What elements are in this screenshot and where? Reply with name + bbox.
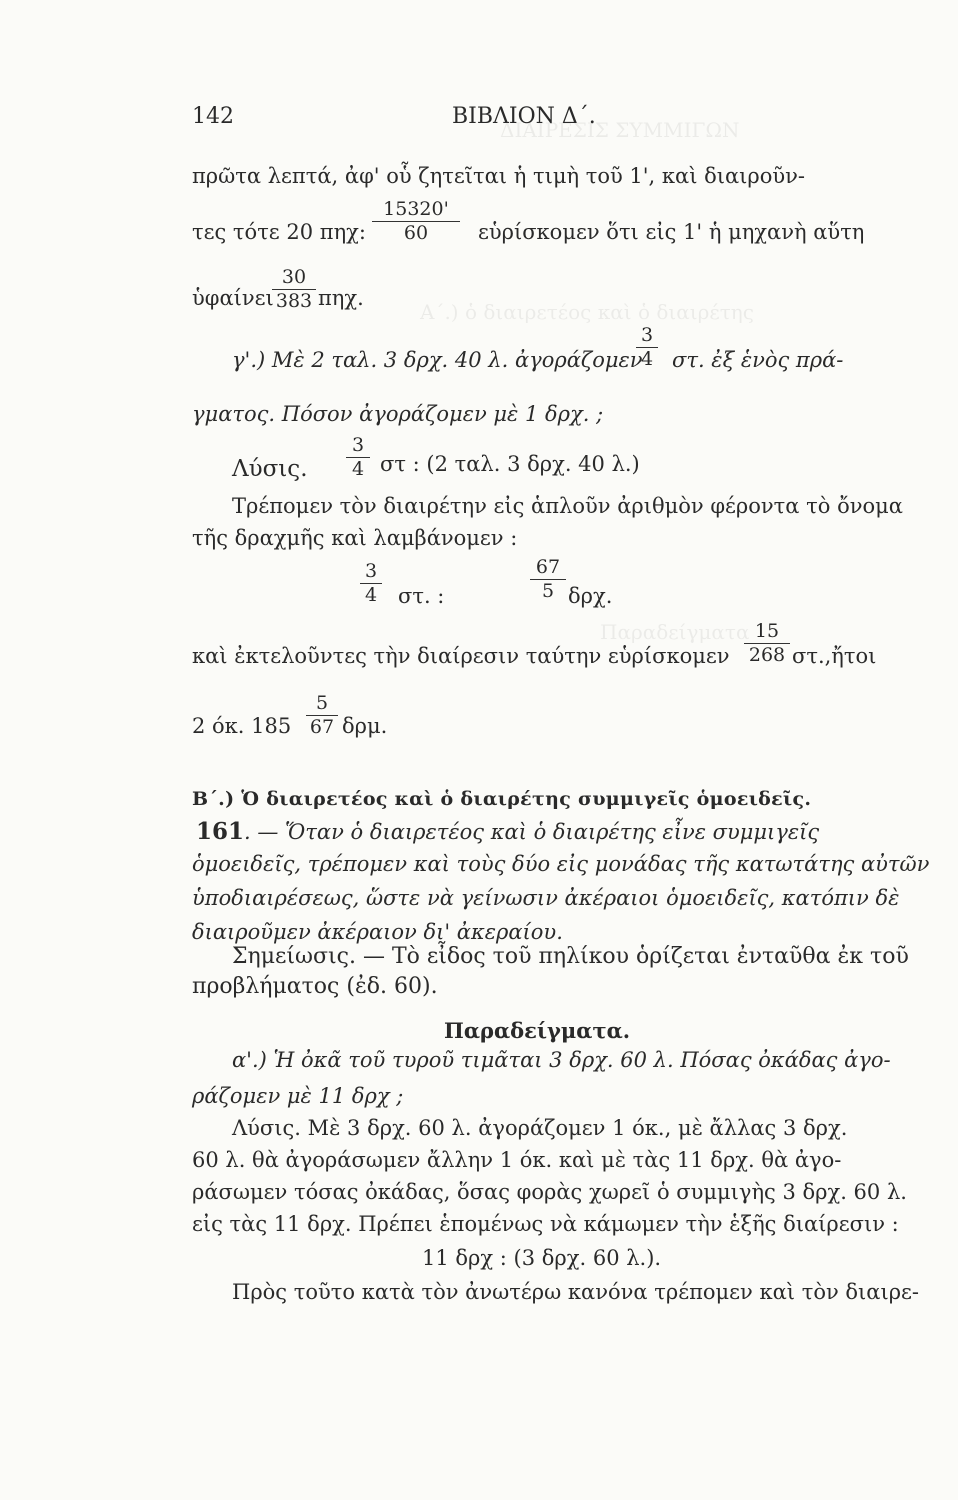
text-line: στ. ἐξ ἑνὸς πρά- [672, 348, 844, 372]
running-title: ΒΙΒΛΙΟΝ Δ΄. [452, 104, 596, 129]
fraction-denominator: 4 [640, 348, 654, 370]
text-line: στ. : [398, 584, 445, 608]
text-line: τῆς δραχμῆς καὶ λαμβάνομεν : [192, 526, 518, 550]
fraction [346, 436, 370, 479]
text-line: δρμ. [342, 714, 388, 738]
text-line: γ'.) Μὲ 2 ταλ. 3 δρχ. 40 λ. ἀγοράζομεν [232, 348, 643, 372]
fraction [636, 326, 658, 369]
example-line: Λύσις. Μὲ 3 δρχ. 60 λ. ἀγοράζομεν 1 όκ., μὲ ἄλλας 3 δρχ. [232, 1116, 848, 1140]
note-line: Σημείωσις. — Τὸ εἶδος τοῦ πηλίκου ὁρίζεται ἐνταῦθα ἐκ τοῦ [232, 944, 909, 969]
fraction-numerator: 15320' [383, 198, 449, 220]
fraction-denominator: 4 [364, 584, 378, 606]
paragraph-text: . — Ὅταν ὁ διαιρετέος καὶ ὁ διαιρέτης εἶνε συμμιγεῖς [244, 820, 820, 844]
text-line: στ : (2 ταλ. 3 δρχ. 40 λ.) [380, 452, 640, 476]
text-line: τες τότε 20 πηχ: [192, 220, 366, 244]
text-line: 2 όκ. 185 [192, 714, 292, 738]
fraction-numerator: 3 [640, 324, 654, 346]
fraction [272, 268, 316, 311]
fraction [360, 562, 382, 605]
paragraph-line: ὁμοειδεῖς, τρέπομεν καὶ τοὺς δύο εἰς μονάδας τῆς κατωτάτης αὐτῶν [192, 852, 930, 876]
text-line: ὑφαίνει [192, 286, 274, 310]
fraction-denominator: 5 [541, 580, 555, 602]
example-line: Πρὸς τοῦτο κατὰ τὸν ἀνωτέρω κανόνα τρέπομεν καὶ τὸν διαιρε- [232, 1280, 920, 1304]
bleed-through-text: ΔΙΑΙΡΕΣΙΣ ΣΥΜΜΙΓΩΝ [500, 118, 740, 142]
example-line: ράζομεν μὲ 11 δρχ ; [192, 1084, 404, 1108]
fraction [306, 694, 338, 737]
fraction [744, 622, 790, 665]
fraction-denominator: 67 [309, 716, 335, 738]
text-line: καὶ ἐκτελοῦντες τὴν διαίρεσιν ταύτην εὑρίσκομεν [192, 644, 730, 668]
fraction [372, 200, 460, 243]
text-line: δρχ. [568, 584, 613, 608]
page-number: 142 [192, 104, 234, 129]
section-heading: Β΄.) Ὁ διαιρετέος καὶ ὁ διαιρέτης συμμιγεῖς ὁμοειδεῖς. [192, 788, 812, 810]
fraction-numerator: 15 [754, 620, 780, 642]
fraction-denominator: 4 [351, 458, 365, 480]
note-line: προβλήματος (ἐδ. 60). [192, 974, 438, 999]
example-line: 11 δρχ : (3 δρχ. 60 λ.). [422, 1246, 662, 1270]
paragraph-line: ὑποδιαιρέσεως, ὥστε νὰ γείνωσιν ἀκέραιοι ὁμοειδεῖς, κατόπιν δὲ [192, 886, 900, 910]
fraction-denominator: 383 [275, 290, 313, 312]
text-line: εὑρίσκομεν ὅτι εἰς 1' ἡ μηχανὴ αὕτη [478, 220, 865, 244]
fraction-denominator: 60 [403, 222, 429, 244]
fraction-denominator: 268 [748, 644, 786, 666]
bleed-through-text: Α΄.) ὁ διαιρετέος καὶ ὁ διαιρέτης [420, 300, 754, 324]
fraction-numerator: 3 [364, 560, 378, 582]
example-line: εἰς τὰς 11 δρχ. Πρέπει ἑπομένως νὰ κάμωμεν τὴν ἑξῆς διαίρεσιν : [192, 1212, 899, 1236]
fraction-numerator: 5 [315, 692, 329, 714]
text-line: πηχ. [318, 286, 364, 310]
fraction-numerator: 3 [351, 434, 365, 456]
paragraph-number: 161 [196, 818, 245, 845]
fraction [530, 558, 566, 601]
example-line: 60 λ. θὰ ἀγοράσωμεν ἄλλην 1 όκ. καὶ μὲ τὰς 11 δρχ. θὰ ἀγο- [192, 1148, 842, 1172]
fraction-numerator: 67 [535, 556, 561, 578]
example-line: α'.) Ἡ ὀκᾶ τοῦ τυροῦ τιμᾶται 3 δρχ. 60 λ. Πόσας ὀκάδας ἀγο- [232, 1048, 891, 1072]
text-line: πρῶτα λεπτά, ἀφ' οὗ ζητεῖται ἡ τιμὴ τοῦ 1', καὶ διαιροῦν- [192, 164, 806, 188]
paragraph-line [196, 820, 819, 843]
bleed-through-text: Παραδείγματα [600, 620, 750, 644]
examples-heading: Παραδείγματα. [444, 1018, 631, 1043]
text-line: Λύσις. [232, 456, 308, 482]
paragraph-line: διαιροῦμεν ἀκέραιον δι' ἀκεραίου. [192, 920, 563, 944]
example-line: ράσωμεν τόσας ὀκάδας, ὅσας φορὰς χωρεῖ ὁ συμμιγὴς 3 δρχ. 60 λ. [192, 1180, 907, 1204]
text-line: Τρέπομεν τὸν διαιρέτην εἰς ἁπλοῦν ἀριθμὸν φέροντα τὸ ὄνομα [232, 494, 903, 518]
fraction-numerator: 30 [281, 266, 307, 288]
text-line: στ.,ἤτοι [792, 644, 877, 668]
text-line: γματος. Πόσον ἀγοράζομεν μὲ 1 δρχ. ; [192, 402, 604, 426]
